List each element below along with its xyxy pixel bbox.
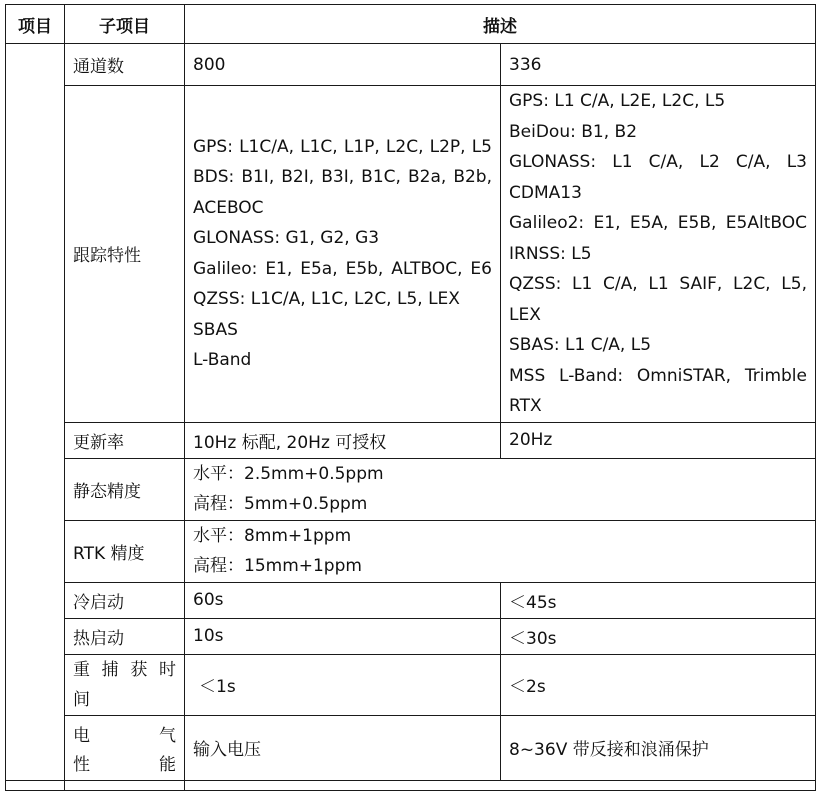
row-partial xyxy=(6,780,816,790)
reacquisition-label-line: 间 xyxy=(73,689,90,710)
tracking-signals-b xyxy=(501,86,816,423)
header-description: 描述 xyxy=(185,5,816,44)
row-hot-start xyxy=(6,618,816,654)
update-rate-value-b: 20Hz xyxy=(501,422,816,458)
rtk-accuracy-value xyxy=(185,520,816,582)
tracking-a-line: Galileo: E1, E5a, E5b, ALTBOC, E6 xyxy=(193,258,492,279)
partial-cell xyxy=(6,780,65,790)
reacquisition-label-line: 重捕获时 xyxy=(73,659,176,680)
row-channels xyxy=(6,44,816,86)
tracking-b-line: GPS: L1 C/A, L2E, L2C, L5 xyxy=(509,91,726,111)
hot-start-value-a: 10s xyxy=(185,618,501,654)
subitem-update-rate: 更新率 xyxy=(65,422,185,458)
row-tracking xyxy=(6,86,816,423)
update-rate-value-a: 10Hz 标配, 20Hz 可授权 xyxy=(185,422,501,458)
static-accuracy-line: 高程：5mm+0.5ppm xyxy=(193,494,368,514)
cold-start-value-a: 60s xyxy=(185,582,501,618)
row-reacquisition xyxy=(6,654,816,715)
subitem-hot-start: 热启动 xyxy=(65,618,185,654)
partial-cell xyxy=(185,780,816,790)
static-accuracy-lines xyxy=(193,459,807,520)
subitem-reacquisition xyxy=(65,654,185,715)
tracking-list-a xyxy=(193,132,492,376)
row-cold-start xyxy=(6,582,816,618)
subitem-static-accuracy: 静态精度 xyxy=(65,458,185,520)
tracking-b-line: RTX xyxy=(509,396,542,416)
tracking-b-line: BeiDou: B1, B2 xyxy=(509,121,638,142)
tracking-b-line: Galileo2: E1, E5A, E5B, E5AltBOC xyxy=(509,213,807,233)
channels-value-a: 800 xyxy=(185,44,501,86)
static-accuracy-line: 水平：2.5mm+0.5ppm xyxy=(193,463,384,484)
row-update-rate xyxy=(6,422,816,458)
row-rtk-accuracy xyxy=(6,520,816,582)
input-voltage-value: 8~36V 带反接和浪涌保护 xyxy=(501,715,816,780)
tracking-a-line: SBAS xyxy=(193,319,238,340)
subitem-input-voltage: 输入电压 xyxy=(185,715,501,780)
category-performance xyxy=(6,44,65,781)
rtk-accuracy-lines xyxy=(193,521,807,582)
subitem-channels: 通道数 xyxy=(65,44,185,86)
tracking-b-line: GLONASS: L1 C/A, L2 C/A, L3 xyxy=(509,152,807,172)
tracking-b-line: IRNSS: L5 xyxy=(509,243,592,264)
category-electrical-line: 性能 xyxy=(73,754,176,775)
tracking-b-line: QZSS: L1 C/A, L1 SAIF, L2C, L5, xyxy=(509,274,807,294)
subitem-cold-start: 冷启动 xyxy=(65,582,185,618)
tracking-signals-a xyxy=(185,86,501,423)
hot-start-value-b: ＜30s xyxy=(501,618,816,654)
header-item: 项目 xyxy=(6,5,65,44)
cold-start-value-b: ＜45s xyxy=(501,582,816,618)
header-subitem: 子项目 xyxy=(65,5,185,44)
tracking-b-line: MSS L-Band: OmniSTAR, Trimble xyxy=(509,365,807,386)
tracking-a-line: BDS: B1I, B2I, B3I, B1C, B2a, B2b, xyxy=(193,167,492,188)
spec-table xyxy=(5,4,816,791)
partial-cell xyxy=(65,780,185,790)
rtk-accuracy-line: 水平：8mm+1ppm xyxy=(193,525,352,546)
tracking-a-line: GPS: L1C/A, L1C, L1P, L2C, L2P, L5 xyxy=(193,136,492,157)
channels-value-b: 336 xyxy=(501,44,816,86)
row-input-voltage xyxy=(6,715,816,780)
tracking-b-line: CDMA13 xyxy=(509,182,582,203)
tracking-b-line: SBAS: L1 C/A, L5 xyxy=(509,335,652,355)
tracking-b-line: LEX xyxy=(509,304,541,325)
category-electrical xyxy=(65,715,185,780)
tracking-a-line: ACEBOC xyxy=(193,197,264,218)
rtk-accuracy-line: 高程：15mm+1ppm xyxy=(193,556,362,576)
tracking-a-line: L-Band xyxy=(193,350,252,371)
static-accuracy-value xyxy=(185,458,816,520)
reacquisition-value-a: ＜1s xyxy=(185,654,501,715)
row-static-accuracy xyxy=(6,458,816,520)
tracking-a-line: GLONASS: G1, G2, G3 xyxy=(193,228,380,249)
subitem-rtk-accuracy: RTK 精度 xyxy=(65,520,185,582)
reacquisition-value-b: ＜2s xyxy=(501,654,816,715)
category-electrical-line: 电气 xyxy=(73,725,176,746)
subitem-tracking: 跟踪特性 xyxy=(65,86,185,423)
tracking-list-b xyxy=(509,86,807,422)
tracking-a-line: QZSS: L1C/A, L1C, L2C, L5, LEX xyxy=(193,289,460,310)
header-row xyxy=(6,5,816,44)
